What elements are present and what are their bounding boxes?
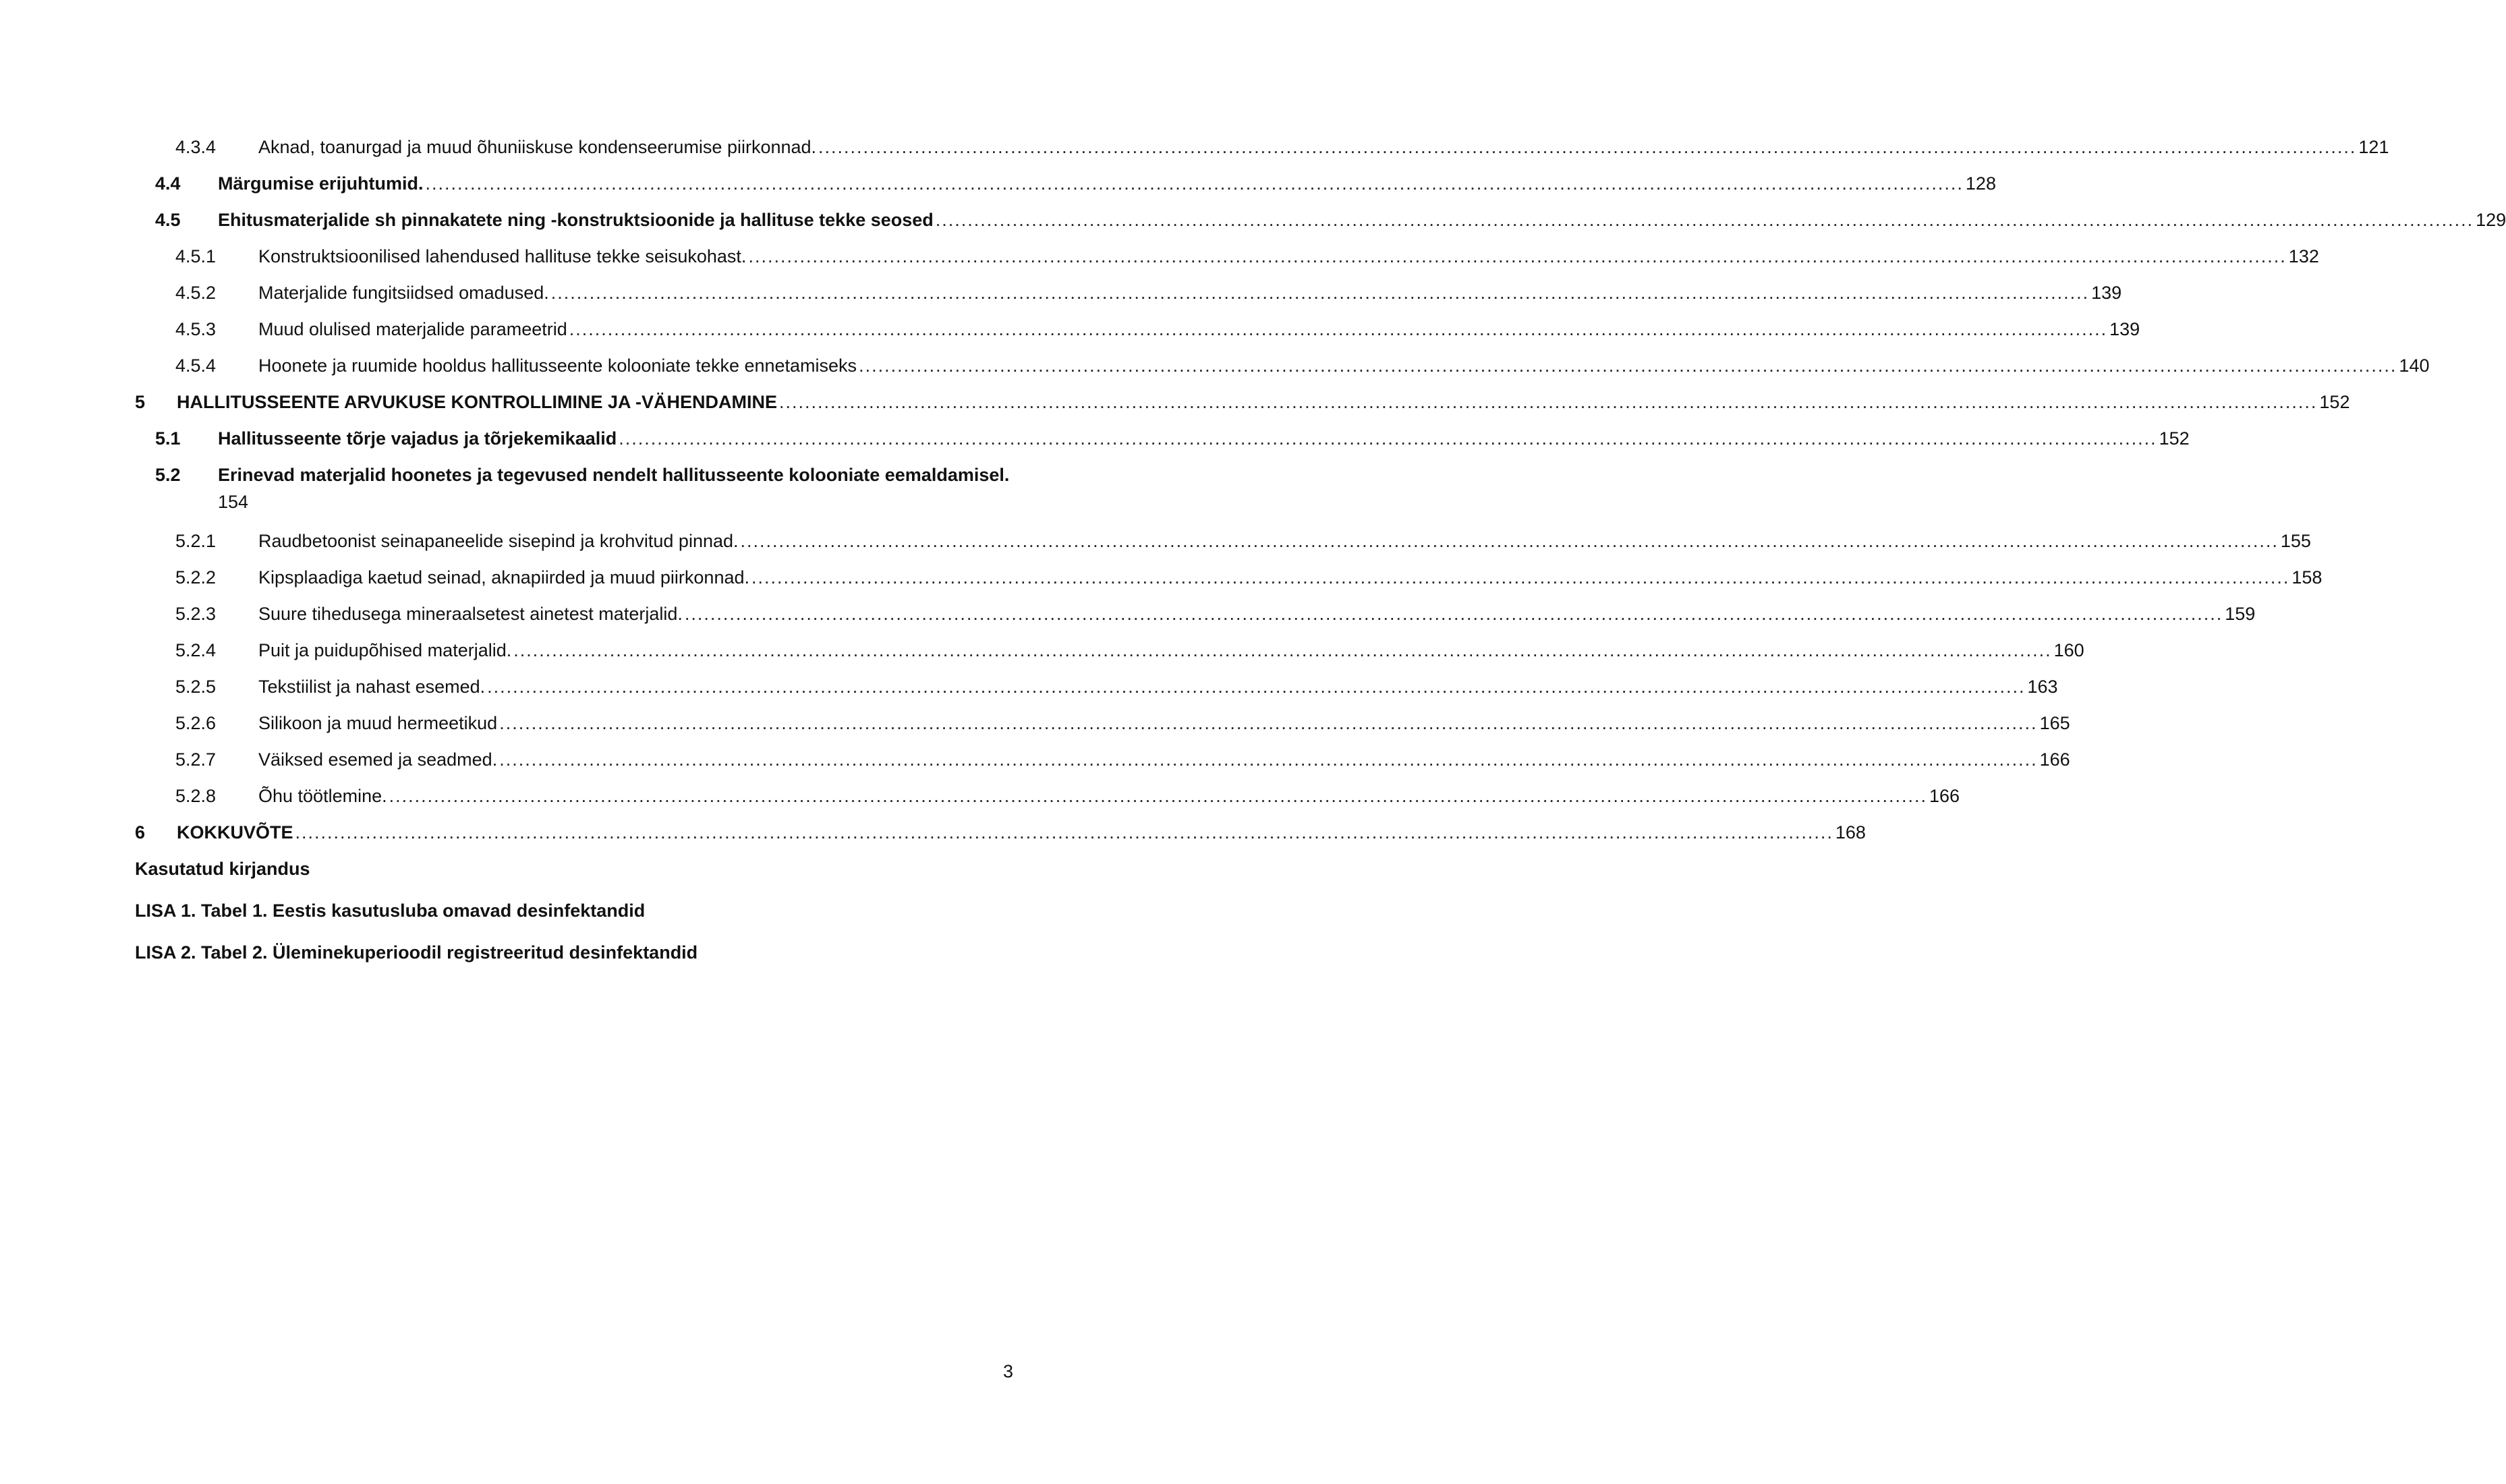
dot-leader (751, 565, 2289, 590)
toc-entry-number: 5.2.8 (175, 786, 217, 806)
toc-entry-5-2-6[interactable] (175, 711, 2070, 735)
dot-leader (619, 426, 2157, 451)
toc-entry-title: Puit ja puidupõhised materjalid. (258, 640, 512, 660)
toc-entry-6[interactable] (135, 820, 1866, 845)
toc-entry-title: HALLITUSSEENTE ARVUKUSE KONTROLLIMINE JA -VÄHENDAMINE (177, 392, 778, 412)
toc-entry-title: Aknad, toanurgad ja muud õhuniiskuse kondenseerumise piirkonnad. (258, 137, 817, 157)
toc-entry-title: Silikoon ja muud hermeetikud (258, 713, 498, 733)
toc-entry-page: 166 (2039, 749, 2070, 770)
toc-entry-title: Muud olulised materjalide parameetrid (258, 319, 567, 339)
page-number: 3 (1002, 1361, 1013, 1381)
toc-entry-title: Ehitusmaterjalide sh pinnakatete ning -konstruktsioonide ja hallituse tekke seosed (218, 210, 934, 230)
dot-leader (936, 208, 2474, 232)
toc-entry-page: 158 (2291, 567, 2323, 588)
toc-entry-title: KOKKUVÕTE (177, 822, 293, 843)
dot-leader (569, 317, 2107, 341)
toc-entry-page: 139 (2109, 319, 2140, 339)
toc-entry-number: 5.2.5 (175, 677, 217, 697)
toc-entry-number: 5.2.7 (175, 749, 217, 770)
toc-entry-title: Suure tihedusega mineraalsetest ainetest materjalid. (258, 604, 683, 624)
toc-entry-title: Õhu töötlemine. (258, 786, 387, 806)
toc-entry-4-3-4[interactable] (175, 135, 2389, 159)
toc-entry-page: 152 (2319, 392, 2350, 412)
toc-entry-4-5-4[interactable] (175, 353, 2430, 378)
toc-entry-number: 4.5.4 (175, 355, 217, 376)
toc-entry-appendix-2[interactable]: LISA 2. Tabel 2. Üleminekuperioodil registreeritud desinfektandid (135, 942, 698, 963)
dot-leader (426, 171, 1964, 196)
toc-entry-number: 6 (135, 822, 146, 843)
toc-entry-number: 4.5.1 (175, 246, 217, 266)
toc-entry-page: 132 (2288, 246, 2319, 266)
toc-entry-5-2-8[interactable] (175, 784, 1960, 808)
toc-entry-title: Hoonete ja ruumide hooldus hallitusseente kolooniate tekke ennetamiseks (258, 355, 857, 376)
toc-entry-page: 129 (2476, 210, 2506, 230)
toc-entry-number: 5.2.4 (175, 640, 217, 660)
toc-entry-page: 166 (1929, 786, 1960, 806)
toc-entry-page: 159 (2225, 604, 2256, 624)
toc-entry-5-1[interactable] (155, 426, 2190, 451)
dot-leader (487, 675, 2025, 699)
toc-entry-title: Hallitusseente tõrje vajadus ja tõrjekemikaalid (218, 428, 617, 449)
toc-entry-page: 155 (2280, 531, 2311, 551)
toc-entry-page: 152 (2159, 428, 2190, 449)
toc-entry-page: 160 (2053, 640, 2084, 660)
toc-entry-number: 5.1 (155, 428, 181, 449)
toc-entry-5-2-2[interactable] (175, 565, 2323, 590)
toc-entry-4-4[interactable] (155, 171, 1996, 196)
toc-entry-5-2[interactable] (155, 461, 1013, 515)
toc-entry-5-2-5[interactable] (175, 675, 2058, 699)
toc-entry-4-5-2[interactable] (175, 281, 2122, 305)
toc-entry-number: 4.5 (155, 210, 181, 230)
toc-entry-5-2-4[interactable] (175, 638, 2084, 662)
toc-entry-title: Märgumise erijuhtumid. (218, 173, 424, 194)
dot-leader (499, 747, 2037, 772)
toc-entry-body (218, 461, 1017, 515)
dot-leader (499, 711, 2037, 735)
toc-entry-5-2-7[interactable] (175, 747, 2070, 772)
toc-entry-4-5[interactable] (155, 208, 2506, 232)
toc-entry-page: 140 (2399, 355, 2430, 376)
dot-leader (748, 244, 2286, 268)
dot-leader (859, 353, 2397, 378)
toc-entry-page: 121 (2358, 137, 2389, 157)
toc-entry-number: 5.2.1 (175, 531, 217, 551)
toc-entry-4-5-3[interactable] (175, 317, 2140, 341)
toc-entry-references[interactable]: Kasutatud kirjandus (135, 859, 310, 879)
toc-entry-4-5-1[interactable] (175, 244, 2319, 268)
toc-entry-number: 4.5.2 (175, 283, 217, 303)
dot-leader (389, 784, 1927, 808)
dot-leader (741, 529, 2279, 553)
toc-entry-5-2-1[interactable] (175, 529, 2311, 553)
dot-leader (551, 281, 2089, 305)
dot-leader (779, 390, 2317, 414)
toc-entry-page: 165 (2039, 713, 2070, 733)
dot-leader (295, 820, 1833, 845)
toc-entry-title: Kipsplaadiga kaetud seinad, aknapiirded ja muud piirkonnad. (258, 567, 749, 588)
toc-entry-page: 154 (218, 492, 249, 512)
toc-entry-5-2-3[interactable] (175, 602, 2256, 626)
toc-entry-page: 139 (2091, 283, 2122, 303)
toc-entry-page: 168 (1835, 822, 1866, 843)
toc-entry-number: 5.2.6 (175, 713, 217, 733)
toc-entry-number: 4.3.4 (175, 137, 217, 157)
toc-entry-number: 5.2.2 (175, 567, 217, 588)
toc-entry-title: Materjalide fungitsiidsed omadused. (258, 283, 549, 303)
toc-entry-title: Raudbetoonist seinapaneelide sisepind ja krohvitud pinnad. (258, 531, 739, 551)
toc-entry-5[interactable] (135, 390, 2350, 414)
toc-entry-title: Erinevad materjalid hoonetes ja tegevused nendelt hallitusseente kolooniate eemaldamisel. (218, 465, 1010, 485)
toc-entry-number: 4.4 (155, 173, 181, 194)
toc-entry-page: 163 (2027, 677, 2058, 697)
dot-leader (685, 602, 2223, 626)
toc-entry-page: 128 (1965, 173, 1996, 194)
toc-entry-number: 4.5.3 (175, 319, 217, 339)
toc-entry-number: 5.2.3 (175, 604, 217, 624)
toc-entry-number: 5 (135, 392, 146, 412)
toc-entry-title: Tekstiilist ja nahast esemed. (258, 677, 486, 697)
toc-entry-title: Väiksed esemed ja seadmed. (258, 749, 498, 770)
toc-entry-title: Konstruktsioonilised lahendused hallituse tekke seisukohast. (258, 246, 747, 266)
dot-leader (818, 135, 2356, 159)
toc-entry-appendix-1[interactable]: LISA 1. Tabel 1. Eestis kasutusluba omavad desinfektandid (135, 901, 646, 921)
dot-leader (513, 638, 2051, 662)
toc-entry-number: 5.2 (155, 465, 181, 485)
